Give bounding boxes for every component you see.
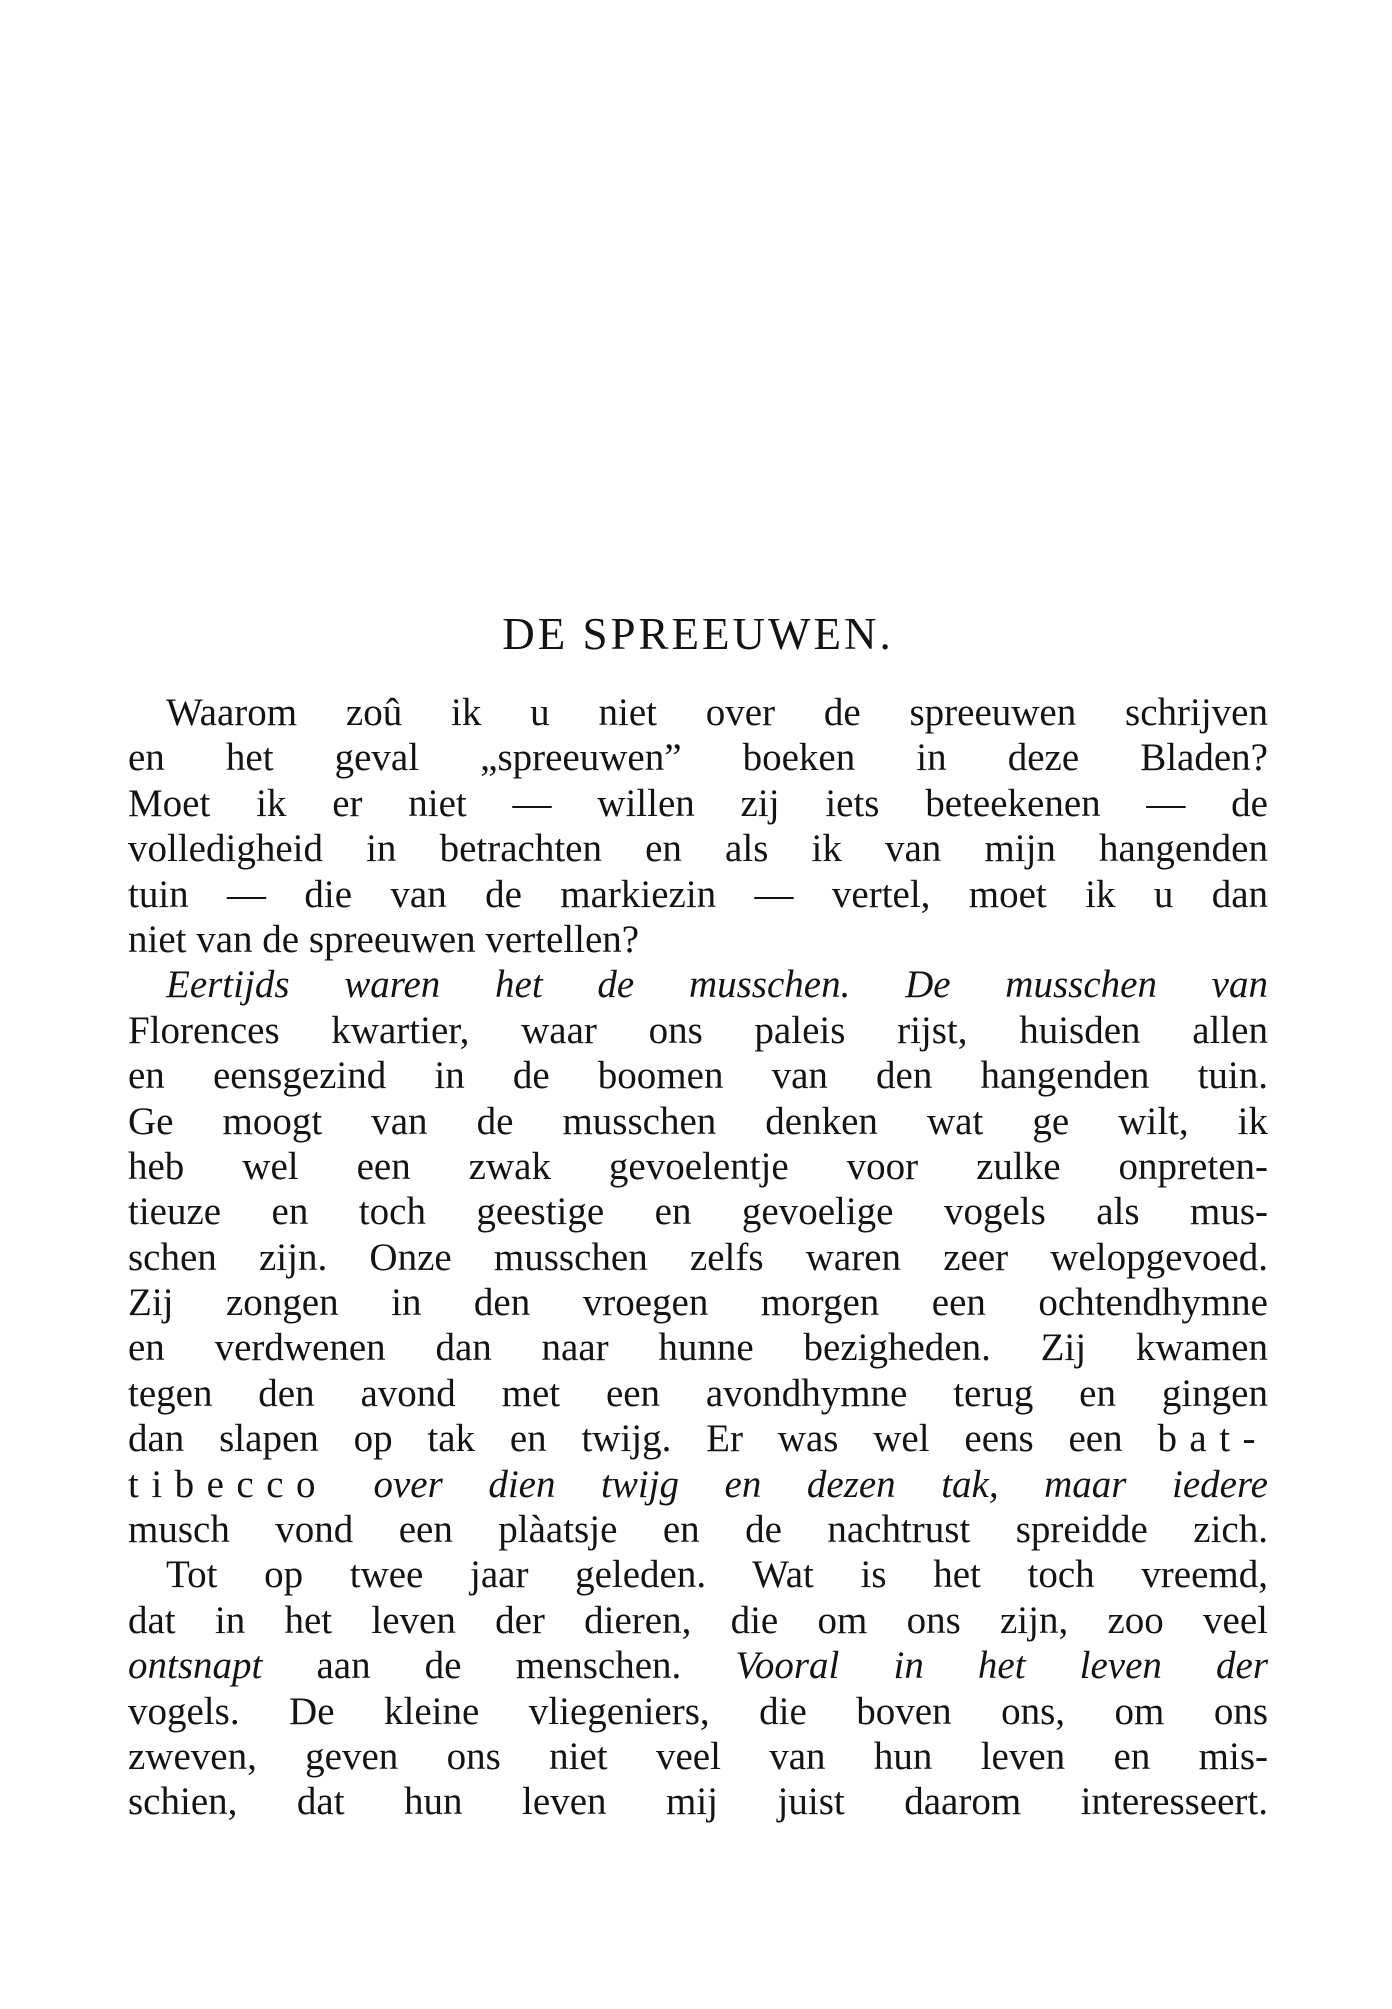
text-line [128, 1325, 1268, 1370]
text-segment: tegen den avond met een avondhymne terug en gingen [128, 1371, 1268, 1415]
text-line [128, 1099, 1268, 1144]
text-segment: schien, dat hun leven mij juist daarom interesseert. [128, 1780, 1268, 1824]
text-line [128, 1643, 1268, 1688]
text-line [128, 1144, 1268, 1189]
text-segment: Florences kwartier, waar ons paleis rijst, huisden allen [128, 1008, 1268, 1052]
text-segment: en het geval „spreeuwen” boeken in deze Bladen? [128, 736, 1268, 780]
text-segment: ontsnapt [128, 1644, 263, 1688]
text-line [128, 735, 1268, 780]
text-segment: en verdwenen dan naar hunne bezigheden. Zij kwamen [128, 1326, 1268, 1370]
text-segment: Moet ik er niet — willen zij iets beteekenen — de [128, 781, 1268, 825]
text-segment: dat in het leven der dieren, die om ons zijn, zoo veel [128, 1598, 1268, 1642]
text-line [128, 1462, 1268, 1507]
text-line [128, 1779, 1268, 1824]
text-line [128, 1235, 1268, 1280]
text-segment: dan slapen op tak en twijg. Er was wel eens een [128, 1417, 1158, 1461]
text-line [128, 1008, 1268, 1053]
text-line [128, 1280, 1268, 1325]
text-line [128, 1552, 1268, 1597]
text-line [128, 1689, 1268, 1734]
text-segment: schen zijn. Onze musschen zelfs waren zeer welopgevoed. [128, 1235, 1268, 1279]
text-segment: tuin — die van de markiezin — vertel, moet ik u dan [128, 872, 1268, 916]
text-line [128, 690, 1268, 735]
text-line [128, 872, 1268, 917]
text-line [128, 1189, 1268, 1234]
text-line [128, 781, 1268, 826]
text-segment: Ge moogt van de musschen denken wat ge wilt, ik [128, 1099, 1268, 1143]
text-line [128, 826, 1268, 871]
text-segment: musch vond een plàatsje en de nachtrust spreidde zich. [128, 1508, 1268, 1552]
text-segment: niet van de spreeuwen vertellen? [128, 917, 640, 961]
text-segment: Waarom zoû ik u niet over de spreeuwen schrijven [166, 691, 1268, 734]
text-line [128, 962, 1268, 1007]
text-segment: vogels. De kleine vliegeniers, die boven ons, om ons [128, 1689, 1268, 1733]
text-segment: Zij zongen in den vroegen morgen een ochtendhymne [128, 1281, 1268, 1325]
body-text [128, 690, 1268, 1825]
text-segment: bat- [1157, 1417, 1268, 1461]
text-segment: aan de menschen. [262, 1644, 736, 1688]
paragraph [128, 962, 1268, 1552]
text-segment: zweven, geven ons niet veel van hun leven en mis- [128, 1734, 1268, 1778]
text-line [128, 917, 1268, 962]
text-line [128, 1416, 1268, 1461]
text-line [128, 1053, 1268, 1098]
text-segment: heb wel een zwak gevoelentje voor zulke onpreten- [128, 1144, 1268, 1188]
text-segment: Tot op twee jaar geleden. Wat is het toch vreemd, [166, 1553, 1268, 1597]
text-line [128, 1371, 1268, 1416]
text-segment: tieuze en toch geestige en gevoelige vogels als mus- [128, 1190, 1268, 1234]
text-segment: tibecco [128, 1462, 328, 1506]
text-line [128, 1507, 1268, 1552]
text-line [128, 1734, 1268, 1779]
text-line [128, 1598, 1268, 1643]
text-segment [328, 1463, 374, 1506]
paragraph [128, 690, 1268, 962]
paragraph [128, 1552, 1268, 1824]
text-segment: volledigheid in betrachten en als ik van mijn hangenden [128, 827, 1268, 871]
page-title: DE SPREEUWEN. [502, 609, 894, 659]
text-segment: over dien twijg en dezen tak, maar iedere [373, 1462, 1268, 1506]
text-segment: Vooral in het leven der [735, 1644, 1269, 1688]
text-segment: en eensgezind in de boomen van den hangenden tuin. [128, 1054, 1268, 1098]
text-segment: Eertijds waren het de musschen. De musschen van [166, 963, 1268, 1007]
